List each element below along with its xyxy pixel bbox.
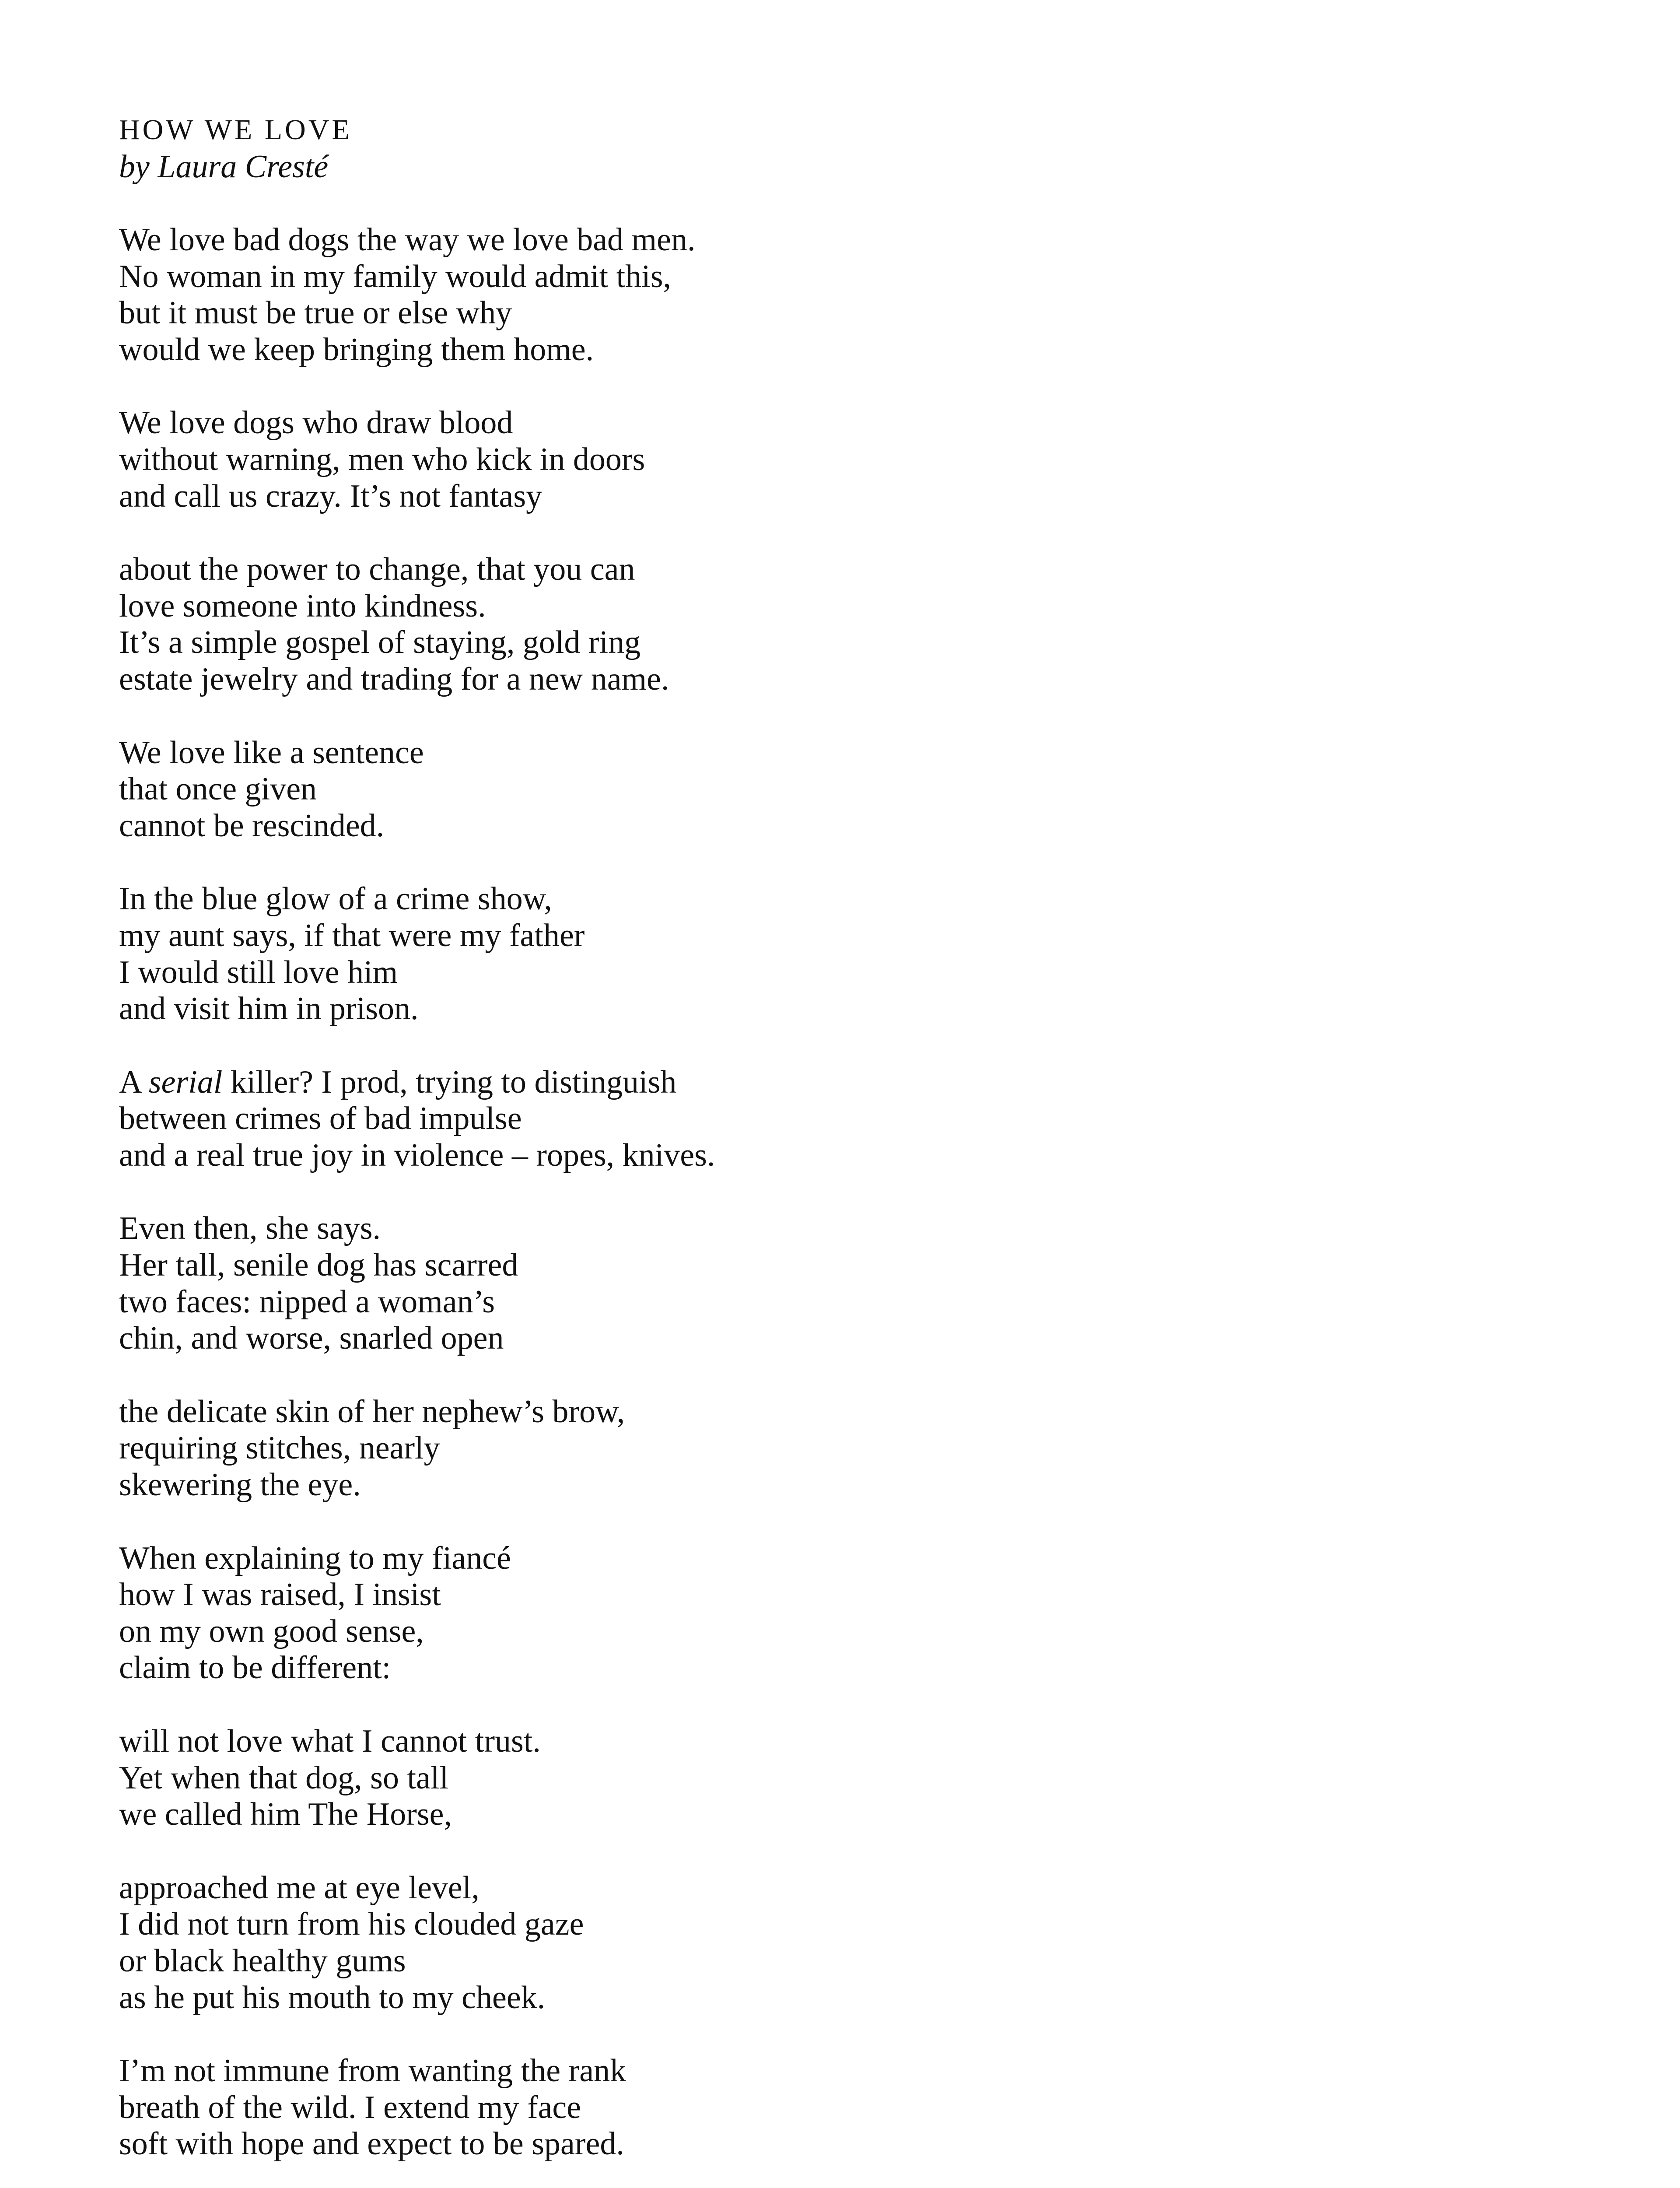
stanza-6 (119, 1064, 1563, 1174)
poem-line: my aunt says, if that were my father (119, 917, 585, 954)
poem-body (119, 222, 1563, 2163)
poem-line: love someone into kindness. (119, 588, 486, 624)
poem-line: and visit him in prison. (119, 991, 419, 1027)
poem-line: without warning, men who kick in doors (119, 441, 645, 477)
poem-line: about the power to change, that you can (119, 551, 635, 588)
poem-title: HOW WE LOVE (119, 114, 352, 146)
poem-line: between crimes of bad impulse (119, 1101, 522, 1137)
poem-line: It’s a simple gospel of staying, gold ring (119, 624, 641, 661)
poem-line: We love bad dogs the way we love bad men. (119, 222, 696, 258)
poem-line-emphasis (119, 1064, 1563, 1101)
poem-line: approached me at eye level, (119, 1869, 480, 1906)
poem-line: I would still love him (119, 954, 398, 990)
poem-line: cannot be rescinded. (119, 807, 385, 844)
poem-line: We love like a sentence (119, 734, 424, 771)
stanza-12 (119, 2053, 1563, 2163)
stanza-1 (119, 222, 1563, 368)
stanza-9 (119, 1540, 1563, 1687)
poem-line: requiring stitches, nearly (119, 1430, 440, 1466)
poem-byline: by Laura Cresté (119, 149, 329, 185)
poem-line: claim to be different: (119, 1650, 391, 1686)
stanza-7 (119, 1210, 1563, 1357)
poem-line: soft with hope and expect to be spared. (119, 2126, 624, 2162)
stanza-8 (119, 1394, 1563, 1504)
poem-line: We love dogs who draw blood (119, 405, 513, 441)
poem-line: estate jewelry and trading for a new name. (119, 661, 669, 697)
poem-line: will not love what I cannot trust. (119, 1723, 541, 1759)
poem-line: would we keep bringing them home. (119, 331, 594, 368)
line-text-before: A (119, 1064, 149, 1100)
poem-line: skewering the eye. (119, 1467, 361, 1503)
poem-line: Even then, she says. (119, 1210, 381, 1247)
line-text-after: killer? I prod, trying to distinguish (222, 1064, 677, 1100)
poem-line: we called him The Horse, (119, 1796, 452, 1833)
poem-line: No woman in my family would admit this, (119, 258, 672, 295)
italic-word: serial (148, 1064, 223, 1100)
poem-content (119, 112, 1563, 2188)
poem-line: how I was raised, I insist (119, 1577, 441, 1613)
poem-line: the delicate skin of her nephew’s brow, (119, 1393, 625, 1430)
poem-line: and call us crazy. It’s not fantasy (119, 478, 542, 514)
stanza-2 (119, 405, 1563, 515)
poem-line: two faces: nipped a woman’s (119, 1283, 495, 1320)
poem-line: as he put his mouth to my cheek. (119, 1979, 546, 2016)
poem-line: and a real true joy in violence – ropes, knives. (119, 1137, 715, 1173)
stanza-11 (119, 1870, 1563, 2016)
poem-line: on my own good sense, (119, 1613, 424, 1649)
poem-line: breath of the wild. I extend my face (119, 2089, 581, 2125)
poem-line: that once given (119, 771, 317, 807)
poem-line: Her tall, senile dog has scarred (119, 1247, 518, 1283)
poem-line: I did not turn from his clouded gaze (119, 1906, 584, 1943)
poem-line: I’m not immune from wanting the rank (119, 2053, 626, 2089)
poem-line: but it must be true or else why (119, 295, 512, 331)
stanza-10 (119, 1723, 1563, 1833)
poem-line: In the blue glow of a crime show, (119, 881, 552, 917)
poem-line: When explaining to my fiancé (119, 1540, 511, 1576)
poem-line: Yet when that dog, so tall (119, 1760, 449, 1796)
poem-line: chin, and worse, snarled open (119, 1320, 504, 1357)
stanza-4 (119, 735, 1563, 845)
stanza-5 (119, 881, 1563, 1027)
stanza-3 (119, 551, 1563, 698)
poem-line: or black healthy gums (119, 1943, 406, 1979)
